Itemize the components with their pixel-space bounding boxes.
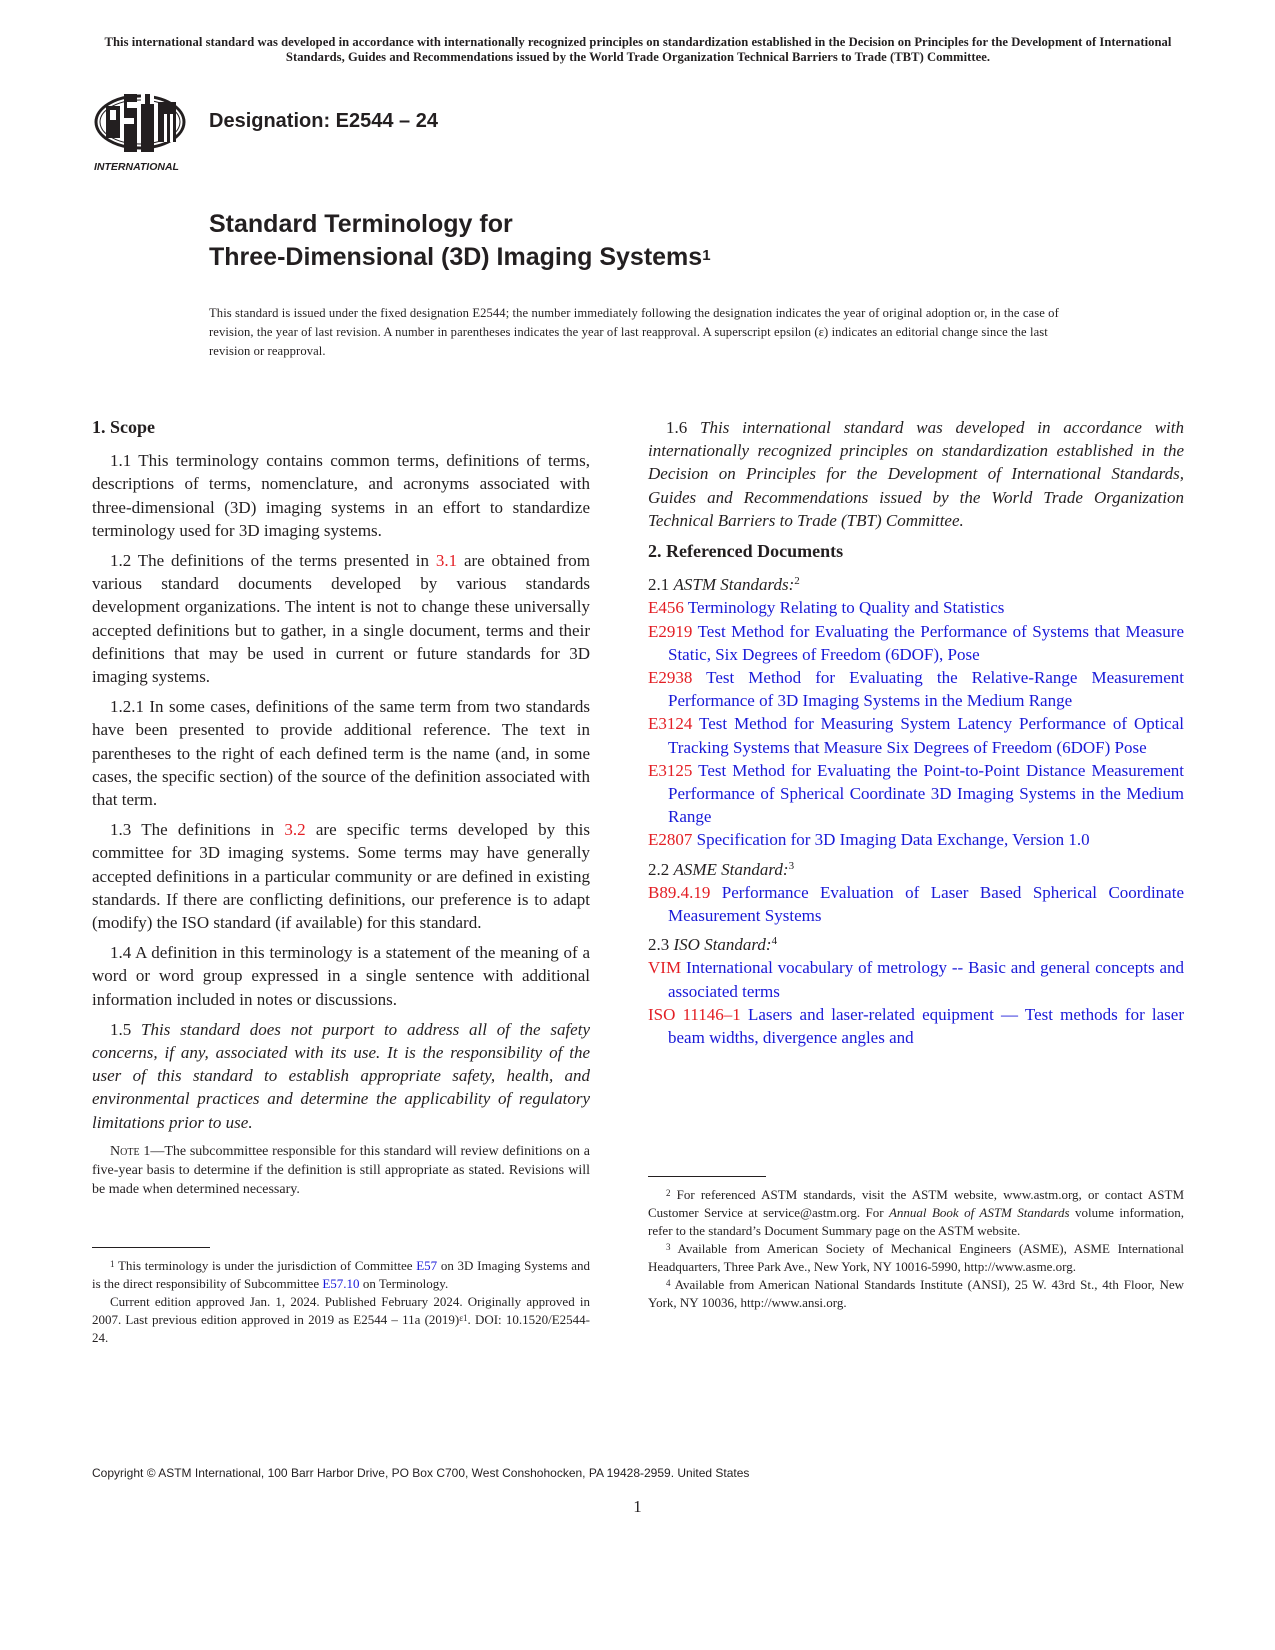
link-e57-10[interactable]: E57.10 [322, 1276, 360, 1291]
reference-item[interactable]: E3125 Test Method for Evaluating the Point-to-Point Distance Measurement Performance of Spherical Coordinate 3D Imaging Systems in the Medium Range [648, 760, 1184, 827]
paragraph-1-2-1: 1.2.1 In some cases, definitions of the same term from two standards have been presented to provide additional reference. The text in parentheses to the right of each defined term is the name (and, in some cases, the specific section) of the source of the definition associated with that term. [92, 697, 590, 810]
paragraph-1-3: 1.3 The definitions in 3.2 are specific terms developed by this committee for 3D imaging systems. Some terms may have generally accepted definitions in a particular community or are defined in existing standards. If there are conflicting definitions, our preference is to adapt (modify) the ISO standard (if available) for this standard. [92, 820, 591, 933]
footnotes-right [648, 1186, 1184, 1312]
asme-standard-label: 2.2 ASME Standard:$^3$ [648, 859, 795, 879]
paragraph-1-1: 1.1 This terminology contains common terms, definitions of terms, descriptions of terms, nomenclature, and acronyms associated with three-dimensional (3D) imaging systems in an effort to standardize terminology used for 3D imaging systems. [92, 451, 590, 540]
footnote-4: $^4$ Available from American National Standards Institute (ANSI), 25 W. 43rd St., 4th Floor, New York, NY 10036, http://www.ansi.org. [648, 1277, 1184, 1310]
astm-logo-icon [92, 88, 192, 174]
reference-item[interactable]: E2938 Test Method for Evaluating the Relative-Range Measurement Performance of 3D Imaging Systems in the Medium Range [648, 668, 1184, 711]
astm-reference-list [648, 596, 1184, 851]
left-column [92, 416, 590, 1199]
paragraph-1-2: 1.2 The definitions of the terms presented in 3.1 are obtained from various standard documents developed by various standards development organizations. The intent is not to change these universally accepted definitions but to gather, in a single document, terms and their definitions that may be used in current or future standards for 3D imaging systems. [92, 551, 590, 687]
title-line-2: Three-Dimensional (3D) Imaging Systems [209, 243, 703, 271]
title-line-1: Standard Terminology for [209, 210, 513, 238]
title-footnote-mark: 1 [702, 247, 711, 264]
section-2-heading: 2. Referenced Documents [648, 541, 844, 562]
footnote-2: $^2$ For referenced ASTM standards, visit the ASTM website, www.astm.org, or contact ASTM Customer Service at service@astm.org. For Annual Book of ASTM Standards volume information, refer to the standard’s Document Summary page on the ASTM website. [648, 1187, 1184, 1238]
footnote-3: $^3$ Available from American Society of Mechanical Engineers (ASME), ASME International Headquarters, Three Park Ave., New York, NY 10016-5990, http://www.asme.org. [648, 1241, 1184, 1274]
footnotes-left [92, 1257, 590, 1347]
reference-item[interactable]: E2807 Specification for 3D Imaging Data Exchange, Version 1.0 [648, 830, 1090, 850]
reference-item[interactable]: E2919 Test Method for Evaluating the Performance of Systems that Measure Static, Six Degrees of Freedom (6DOF), Pose [648, 621, 1184, 664]
reference-item[interactable]: VIM International vocabulary of metrology -- Basic and general concepts and associated terms [648, 958, 1184, 1001]
reference-item[interactable]: B89.4.19 Performance Evaluation of Laser Based Spherical Coordinate Measurement Systems [648, 882, 1184, 926]
footnote-rule-right [648, 1176, 766, 1177]
footnote-1: $^1$ This terminology is under the jurisdiction of Committee E57 on 3D Imaging Systems and is the direct responsibility of Subcommittee E57.10 on Terminology. [92, 1258, 590, 1291]
link-3-1[interactable]: 3.1 [435, 551, 458, 571]
logo-text: INTERNATIONAL [94, 161, 179, 173]
iso-standard-label: 2.3 ISO Standard:$^4$ [648, 935, 778, 955]
note-1: Note 1—The subcommittee responsible for this standard will review definitions on a five-year basis to determine if the definition is still appropriate as stated. Revisions will be made when determined necessary. [92, 1143, 590, 1197]
paragraph-1-4: 1.4 A definition in this terminology is a statement of the meaning of a word or word group expressed in a single sentence with additional information included in notes or discussions. [92, 943, 590, 1009]
paragraph-1-5: 1.5 This standard does not purport to address all of the safety concerns, if any, associated with its use. It is the responsibility of the user of this standard to establish appropriate safety, health, and environmental practices and determine the applicability of regulatory limitations prior to use. [92, 1019, 590, 1132]
reference-item[interactable]: E456 Terminology Relating to Quality and Statistics [648, 598, 1005, 618]
link-3-2[interactable]: 3.2 [284, 820, 306, 840]
document-title [209, 208, 711, 274]
copyright-notice: Copyright © ASTM International, 100 Barr Harbor Drive, PO Box C700, West Conshohocken, PA 19428-2959. United States [92, 1466, 750, 1480]
page-number: 1 [633, 1497, 642, 1516]
astm-standards-label: 2.1 ASTM Standards:$^2$ [648, 575, 800, 595]
reference-item[interactable]: E3124 Test Method for Measuring System Latency Performance of Optical Tracking Systems that Measure Six Degrees of Freedom (6DOF) Pose [648, 714, 1184, 757]
international-standard-notice: This international standard was developed in accordance with internationally recognized principles on standardization established in the Decision on Principles for the Development of International Standards, Guides and Recommendations issued by the World Trade Organization Technical Barriers to Trade (TBT) Committee. [104, 35, 1172, 64]
reference-item[interactable]: ISO 11146–1 Lasers and laser-related equipment — Test methods for laser beam widths, divergence angles and [648, 1004, 1184, 1048]
paragraph-1-6: 1.6 This international standard was developed in accordance with internationally recognized principles on standardization established in the Decision on Principles for the Development of International Standards, Guides and Recommendations issued by the World Trade Organization Technical Barriers to Trade (TBT) Committee. [648, 418, 1184, 530]
link-e57[interactable]: E57 [416, 1258, 438, 1273]
right-column [648, 416, 1184, 1049]
section-1-heading: 1. Scope [92, 417, 155, 437]
issued-note: This standard is issued under the fixed designation E2544; the number immediately following the designation indicates the year of original adoption or, in the case of revision, the year of last revision. A number in parentheses indicates the year of last reapproval. A superscript epsilon (ε) indicates an editorial change since the last revision or reapproval. [209, 306, 1059, 358]
footnote-rule-left [92, 1247, 210, 1248]
designation: Designation: E2544 – 24 [209, 110, 438, 132]
footnote-1-edition: Current edition approved Jan. 1, 2024. Published February 2024. Originally approved in 2007. Last previous edition approved in 2019 as E2544 – 11a $(2019)^{\varepsilon 1}$. DOI: 10.1520/E2544-24. [92, 1294, 590, 1345]
